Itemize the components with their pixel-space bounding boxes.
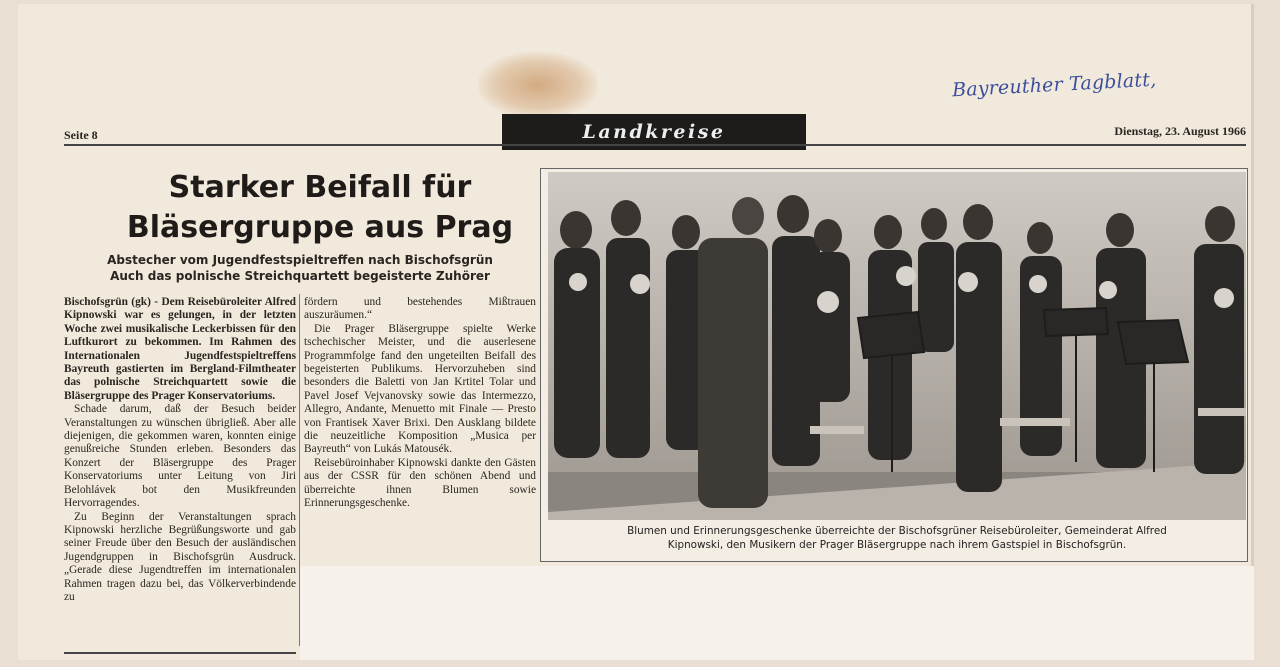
handwritten-source-note: Bayreuther Tagblatt, bbox=[951, 68, 1157, 102]
headline-line-1: Starker Beifall für bbox=[168, 170, 472, 205]
paragraph: Schade darum, daß der Besuch beider Veranstaltungen zu wünschen übrigließ. Aber alle diejenigen, die gekommen waren, konnten einige genußreiche Stunden erleben. Besonders das Konzert der Bläsergruppe des Prager Konservatoriums unter Leitung von Jiri Belohlávek bot den Musikfreunden Hervorragendes. bbox=[64, 403, 296, 510]
headline-line-2: Bläsergruppe aus Prag bbox=[126, 210, 514, 245]
article-column-2 bbox=[304, 296, 536, 554]
caption-line-1: Blumen und Erinnerungsgeschenke überreichte der Bischofsgrüner Reisebüroleiter, Gemeinderat Alfred bbox=[627, 525, 1167, 537]
paper-stain bbox=[478, 52, 598, 118]
subhead-line-1: Abstecher vom Jugendfestspieltreffen nach Bischofsgrün bbox=[107, 253, 493, 267]
article-subheadline bbox=[70, 252, 530, 284]
column-end-rule bbox=[64, 652, 296, 654]
page-number: Seite 8 bbox=[64, 128, 98, 142]
paragraph: Bischofsgrün (gk) - Dem Reisebüroleiter Alfred Kipnowski war es gelungen, in der letzten Woche zwei musikalische Leckerbissen für den Luftkurort zu bekommen. Im Rahmen des Internationalen Jugendfestspieltreffens Bayreuth gastierten im Bergland-Filmtheater das polnische Streichquartett sowie die Bläsergruppe des Prager Konservatoriums. bbox=[64, 296, 296, 402]
caption-line-2: Kipnowski, den Musikern der Prager Bläsergruppe nach ihrem Gastspiel in Bischofsgrün. bbox=[667, 539, 1127, 551]
paper-backing bbox=[300, 566, 1254, 660]
article-headline bbox=[70, 168, 570, 248]
section-banner: Landkreise bbox=[502, 114, 806, 150]
news-photo bbox=[548, 172, 1246, 520]
photo-image bbox=[548, 172, 1246, 520]
subhead-line-2: Auch das polnische Streichquartett begeisterte Zuhörer bbox=[110, 269, 490, 283]
column-divider bbox=[299, 294, 300, 646]
paragraph: Reisebüroinhaber Kipnowski dankte den Gästen aus der CSSR für den schönen Abend und überreichte ihnen Blumen sowie Erinnerungsgeschenke. bbox=[304, 456, 536, 510]
issue-date: Dienstag, 23. August 1966 bbox=[1114, 124, 1246, 138]
photo-caption bbox=[548, 524, 1246, 552]
header-rule bbox=[64, 144, 1246, 146]
article-column-1 bbox=[64, 296, 296, 646]
paragraph: Zu Beginn der Veranstaltungen sprach Kipnowski herzliche Begrüßungsworte und gab seiner Freude über den Besuch der ausländischen Jugendgruppen in Bischofsgrün Ausdruck. „Gerade diese Jugendtreffen im internationalen Rahmen tragen dazu bei, das Völkerverbindende zu bbox=[64, 510, 296, 603]
paragraph: fördern und bestehendes Mißtrauen auszuräumen.“ bbox=[304, 296, 536, 322]
paragraph: Die Prager Bläsergruppe spielte Werke tschechischer Meister, und die auserlesene Programmfolge fand den ungeteilten Beifall des begeisterten Publikums. Hervorzuheben sind besonders die Baletti von Jan Krtitel Tolar und Pavel Josef Vejvanovsky sowie das Intermezzo, Allegro, Andante, Menuetto mit Finale — Presto von Frantisek Xaver Brixi. Den Ausklang bildete die neuzeitliche Komposition „Musica per Bayreuth“ von Lukás Matousék. bbox=[304, 322, 536, 456]
